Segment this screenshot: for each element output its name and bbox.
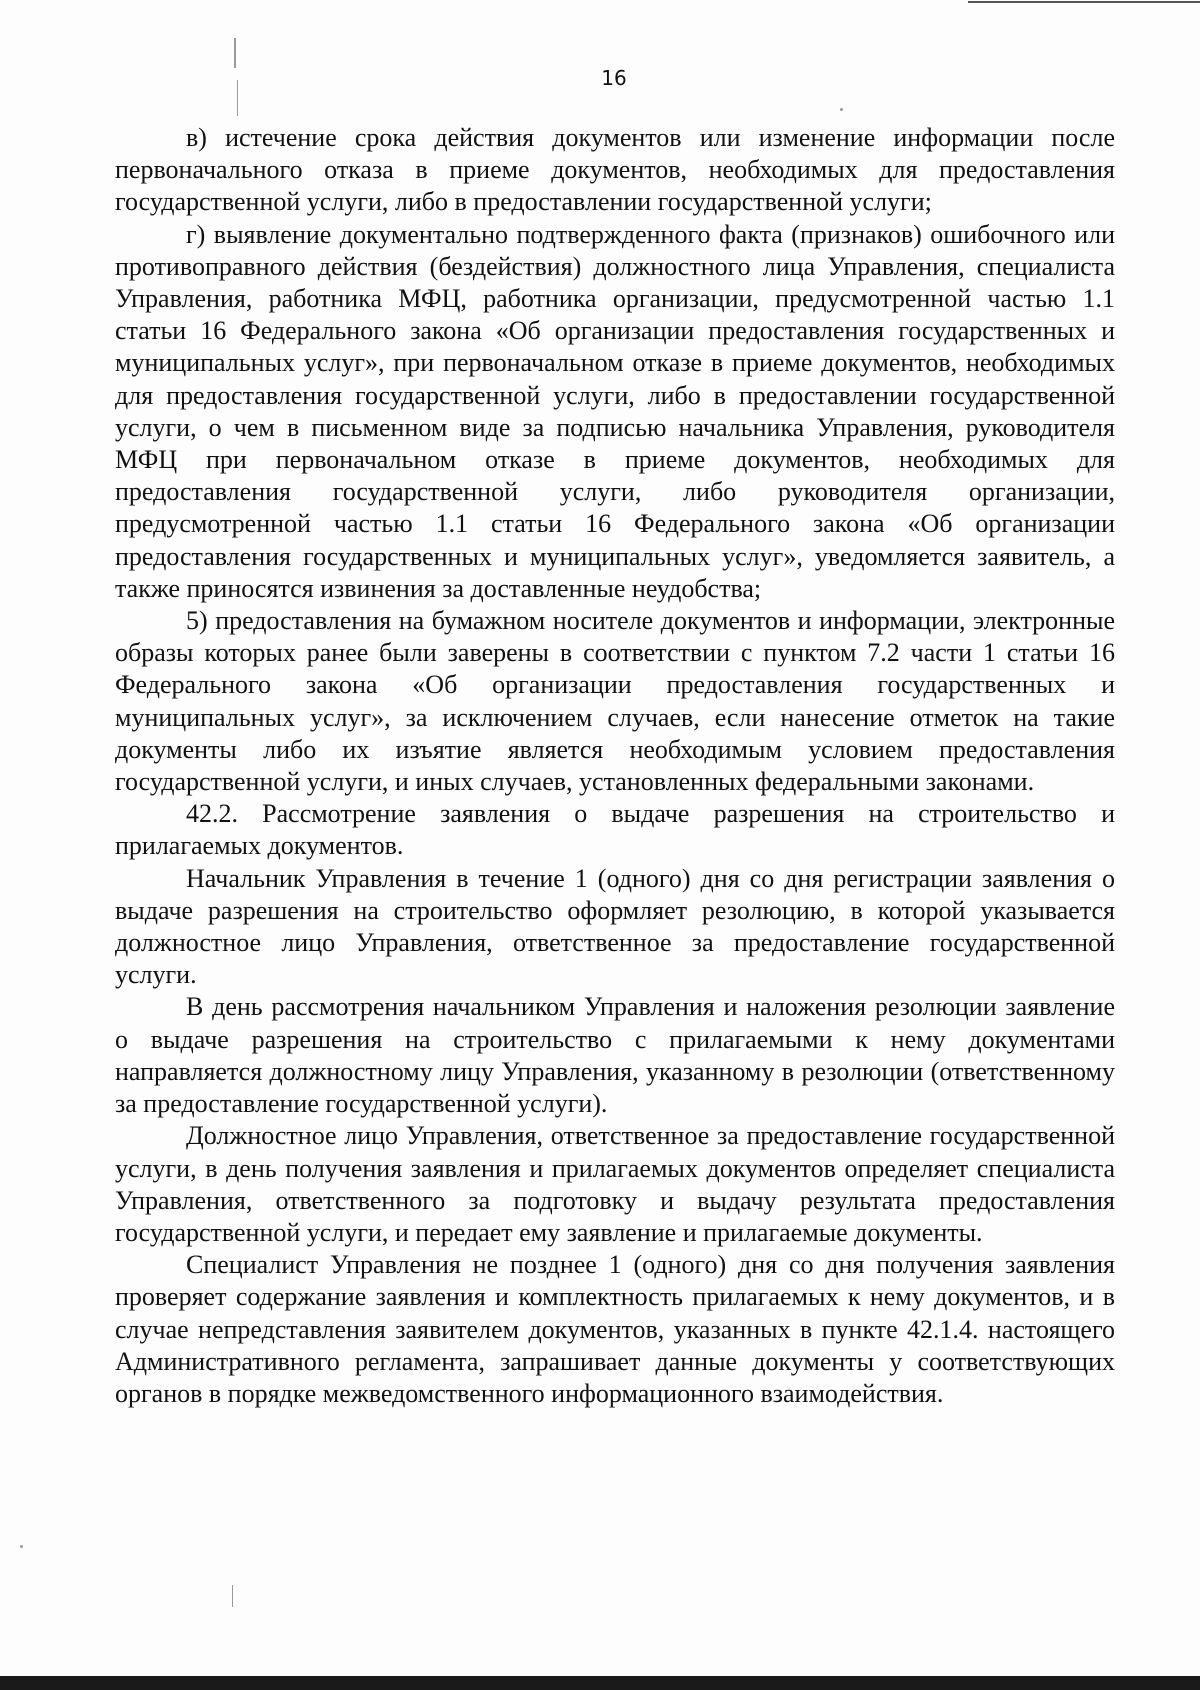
paragraph: Начальник Управления в течение 1 (одного) дня со дня регистрации заявления о выдаче разрешения на строительство оформляет резолюцию, в которой указывается должностное лицо Управления, ответственное за предоставление государственной услуги. (115, 863, 1115, 990)
document-body (115, 122, 1115, 1410)
scan-artifact (840, 108, 843, 111)
paragraph: Должностное лицо Управления, ответственное за предоставление государственной услуги, в день получения заявления и прилагаемых документов определяет специалиста Управления, ответственного за подготовку и выдачу результата предоставления государственной услуги, и передает ему заявление и прилагаемые документы. (115, 1121, 1115, 1247)
paragraph: 5) предоставления на бумажном носителе документов и информации, электронные образы которых ранее были заверены в соответствии с пунктом 7.2 части 1 статьи 16 Федерального закона «Об организации предоставления государственных и муниципальных услуг», за исключением случаев, если нанесение отметок на такие документы либо их изъятие является необходимым условием предоставления государственной услуги, и иных случаев, установленных федеральными законами. (115, 606, 1115, 797)
scan-artifact (232, 1585, 233, 1607)
paragraph: Специалист Управления не позднее 1 (одного) дня со дня получения заявления проверяет содержание заявления и комплектность прилагаемых к нему документов, и в случае непредставления заявителем документов, указанных в пункте 42.1.4. настоящего Административного регламента, запрашивает данные документы у соответствующих органов в порядке межведомственного информационного взаимодействия. (115, 1250, 1115, 1408)
paragraph: В день рассмотрения начальником Управления и наложения резолюции заявление о выдаче разрешения на строительство с прилагаемыми к нему документами направляется должностному лицу Управления, указанному в резолюции (ответственному за предоставление государственной услуги). (115, 992, 1115, 1119)
scan-artifact (20, 1545, 23, 1548)
top-edge-rule (968, 1, 1200, 3)
bottom-scan-edge (0, 1676, 1200, 1690)
page-number: 16 (601, 66, 627, 90)
scan-artifact (234, 38, 236, 68)
paragraph: в) истечение срока действия документов или изменение информации после первоначального отказа в приеме документов, необходимых для предоставления государственной услуги, либо в предоставлении государственной услуги; (115, 123, 1115, 217)
paragraph: г) выявление документально подтвержденного факта (признаков) ошибочного или противоправного действия (бездействия) должностного лица Управления, специалиста Управления, работника МФЦ, работника организации, предусмотренной частью 1.1 статьи 16 Федерального закона «Об организации предоставления государственных и муниципальных услуг», при первоначальном отказе в приеме документов, необходимых для предоставления государственной услуги, либо в предоставлении государственной услуги, о чем в письменном виде за подписью начальника Управления, руководителя МФЦ при первоначальном отказе в приеме документов, необходимых для предоставления государственной услуги, либо руководителя организации, предусмотренной частью 1.1 статьи 16 Федерального закона «Об организации предоставления государственных и муниципальных услуг», уведомляется заявитель, а также приносятся извинения за доставленные неудобства; (115, 219, 1115, 603)
paragraph: 42.2. Рассмотрение заявления о выдаче разрешения на строительство и прилагаемых документов. (115, 799, 1115, 861)
